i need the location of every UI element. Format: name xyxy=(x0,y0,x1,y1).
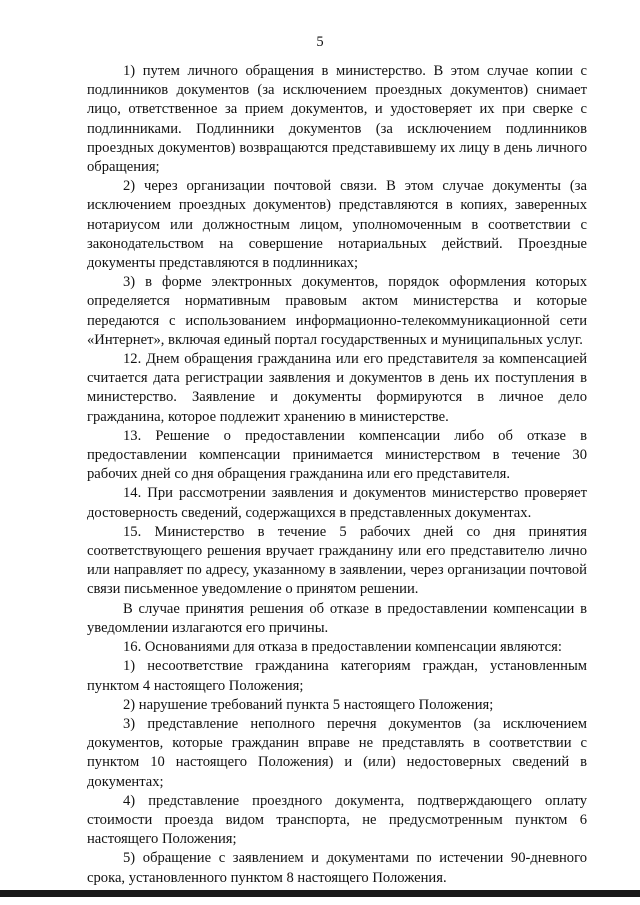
paragraph-clause-16: 16. Основаниями для отказа в предоставлении компенсации являются: xyxy=(123,639,562,656)
paragraph-refusal-ground-5: 5) обращение с заявлением и документами по истечении 90-дневного срока, установленного пунктом 8 настоящего Положения. xyxy=(87,850,587,886)
paragraph-refusal-ground-3: 3) представление неполного перечня документов (за исключением документов, которые гражданин вправе не представлять в соответствии с пунктом 10 настоящего Положения) и (или) недостоверных сведений в документах; xyxy=(87,715,587,790)
paragraph-refusal-ground-4: 4) представление проездного документа, подтверждающего оплату стоимости проезда видом транспорта, не предусмотренным пунктом 6 настоящего Положения; xyxy=(87,792,587,848)
paragraph-refusal-reasons-note: В случае принятия решения об отказе в предоставлении компенсации в уведомлении излагаются его причины. xyxy=(87,600,587,636)
document-body xyxy=(87,62,587,888)
paragraph-item-2-postal: 2) через организации почтовой связи. В этом случае документы (за исключением проездных документов) представляются в копиях, заверенных нотариусом или должностным лицом, уполномоченным в соответствии с законодательством на совершение нотариальных действий. Проездные документы представляются в подлинниках; xyxy=(87,178,587,272)
paragraph-refusal-ground-2: 2) нарушение требований пункта 5 настоящего Положения; xyxy=(123,696,494,713)
scan-edge-bar xyxy=(0,890,640,897)
paragraph-clause-12: 12. Днем обращения гражданина или его представителя за компенсацией считается дата регистрации заявления и документов в день их поступления в министерство. Заявление и документы формируются в личное дело гражданина, которое подлежит хранению в министерстве. xyxy=(87,351,587,425)
paragraph-clause-14: 14. При рассмотрении заявления и документов министерство проверяет достоверность сведений, содержащихся в представленных документах. xyxy=(87,485,587,521)
paragraph-clause-15: 15. Министерство в течение 5 рабочих дней со дня принятия соответствующего решения вручает гражданину или его представителю лично или направляет по адресу, указанному в заявлении, через организации почтовой связи письменное уведомление о принятом решении. xyxy=(87,523,587,598)
page-number: 5 xyxy=(316,34,324,50)
paragraph-clause-13: 13. Решение о предоставлении компенсации либо об отказе в предоставлении компенсации принимается министерством в течение 30 рабочих дней со дня обращения гражданина или его представителя. xyxy=(87,427,587,483)
paragraph-refusal-ground-1: 1) несоответствие гражданина категориям граждан, установленным пунктом 4 настоящего Положения; xyxy=(87,658,587,694)
paragraph-item-3-electronic: 3) в форме электронных документов, порядок оформления которых определяется нормативным правовым актом министерства и которые передаются с использованием информационно-телекоммуникационной сети «Интернет», включая единый портал государственных и муниципальных услуг. xyxy=(87,274,587,348)
paragraph-item-1-personal-visit: 1) путем личного обращения в министерство. В этом случае копии с подлинников документов (за исключением проездных документов) снимает лицо, ответственное за прием документов, и удостоверяет их при сверке с подлинниками. Подлинники документов (за исключением подлинников проездных документов) возвращаются представившему их лицу в день личного обращения; xyxy=(87,63,587,176)
